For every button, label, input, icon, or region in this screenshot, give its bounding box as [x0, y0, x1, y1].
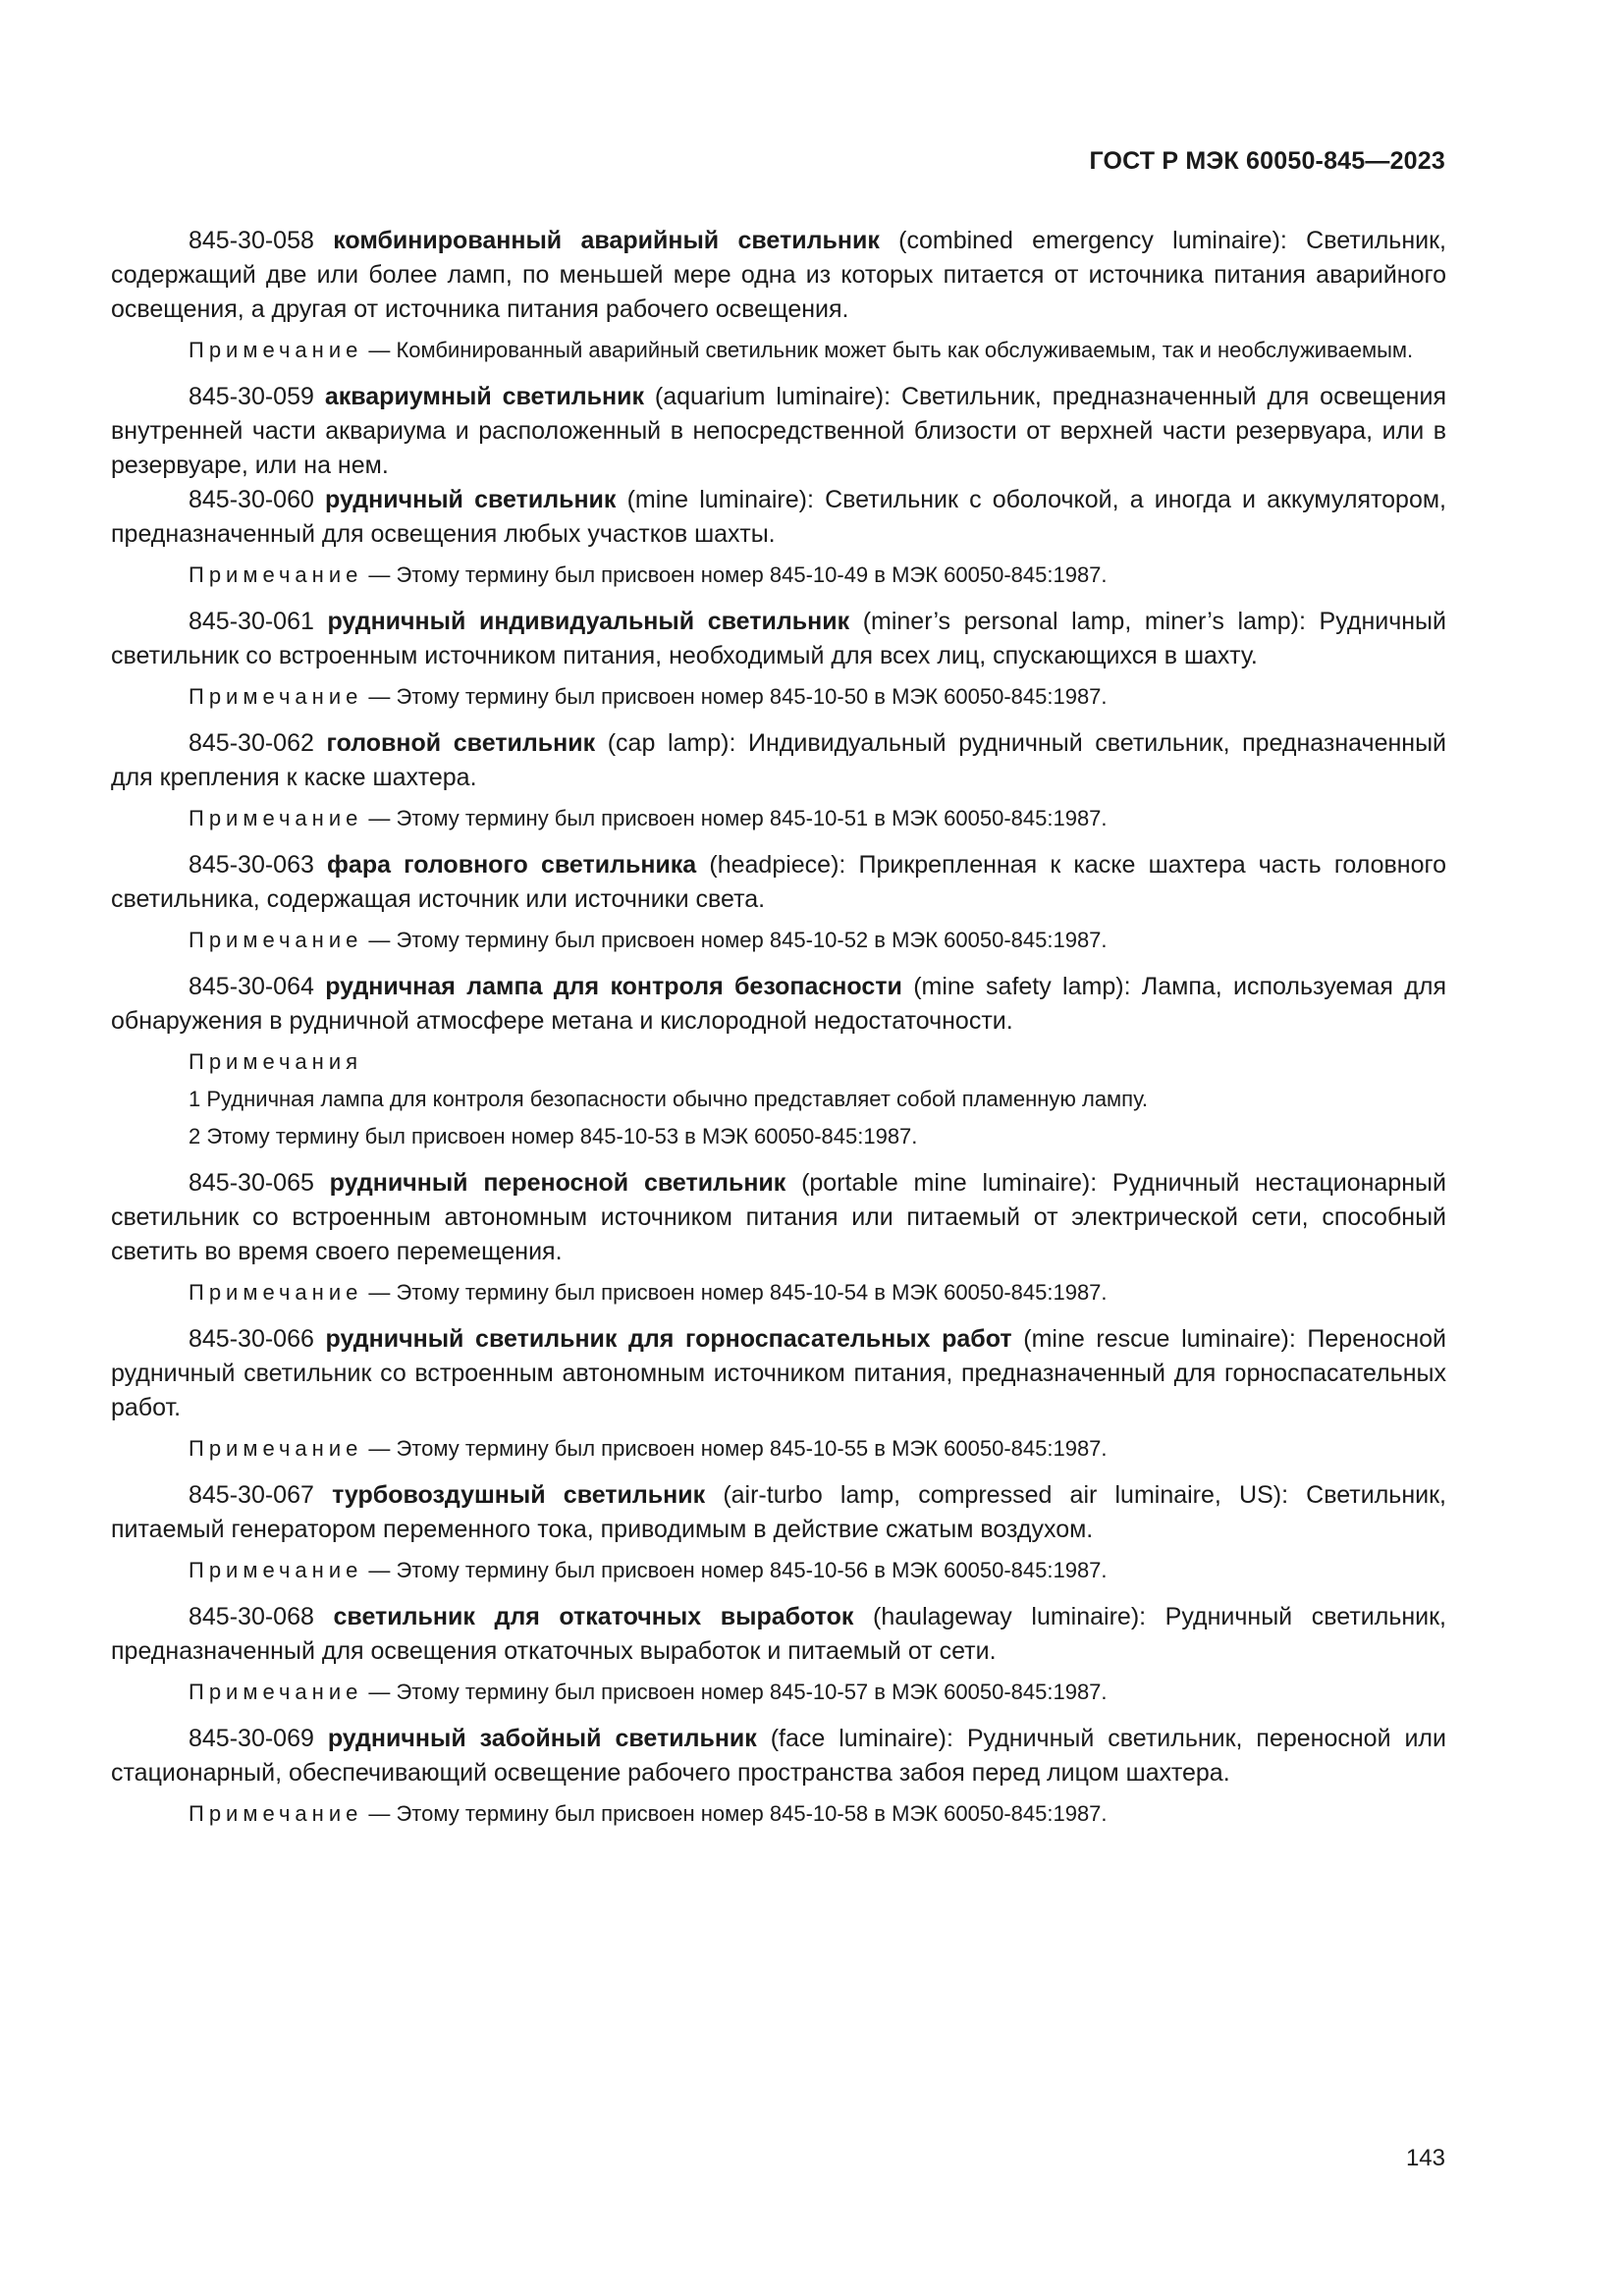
term-definition: (combined emergency luminaire): Светильник, содержащий две или более ламп, по меньшей мере одна из которых питается от источника питания аварийного освещения, а другая от источника питания рабочего освещения. — [111, 227, 1446, 323]
term-code: 845-30-063 — [189, 851, 314, 879]
term-note — [111, 1556, 1446, 1585]
term-note — [111, 1278, 1446, 1308]
term-entry — [111, 1166, 1446, 1269]
term-note — [111, 682, 1446, 712]
note-dash: — — [368, 1280, 391, 1305]
term-definition: (cap lamp): Индивидуальный рудничный светильник, предназначенный для крепления к каске шахтера. — [111, 729, 1447, 791]
note-dash: — — [368, 1558, 391, 1582]
note-dash: — — [368, 806, 391, 830]
notes-label: Примечания — [189, 1049, 363, 1074]
term-code: 845-30-059 — [189, 383, 314, 410]
note-label: Примечание — [189, 1436, 363, 1461]
term-entry — [111, 1600, 1446, 1669]
term-definition: (miner’s personal lamp, miner’s lamp): Рудничный светильник со встроенным источником питания, необходимый для всех лиц, спускающихся в шахту. — [111, 608, 1446, 669]
term-name: фара головного светильника — [327, 851, 697, 879]
term-name: головной светильник — [326, 729, 596, 757]
term-note — [111, 804, 1446, 833]
term-code: 845-30-058 — [189, 227, 314, 254]
term-name: рудничный индивидуальный светильник — [327, 608, 850, 635]
note-text: Этому термину был присвоен номер 845-10-57 в МЭК 60050-845:1987. — [396, 1680, 1108, 1704]
page-number: 143 — [1405, 2145, 1445, 2171]
note-label: Примечание — [189, 338, 363, 362]
note-label: Примечание — [189, 1558, 363, 1582]
note-label: Примечание — [189, 928, 363, 952]
note-item: 1 Рудничная лампа для контроля безопасности обычно представляет собой пламенную лампу. — [189, 1087, 1149, 1111]
note-item: 2 Этому термину был присвоен номер 845-10-53 в МЭК 60050-845:1987. — [189, 1124, 918, 1148]
term-code: 845-30-061 — [189, 608, 314, 635]
term-note — [111, 561, 1446, 590]
note-text: Этому термину был присвоен номер 845-10-49 в МЭК 60050-845:1987. — [396, 562, 1108, 587]
term-name: рудничный переносной светильник — [329, 1169, 786, 1197]
term-entry — [111, 1322, 1446, 1425]
term-note — [111, 336, 1446, 365]
note-text: Этому термину был присвоен номер 845-10-50 в МЭК 60050-845:1987. — [396, 684, 1108, 709]
term-definition: (portable mine luminaire): Рудничный нестационарный светильник со встроенным автономным источником питания или питаемый от электрической сети, способный светить во время своего перемещения. — [111, 1169, 1446, 1265]
term-note — [111, 1799, 1446, 1829]
note-dash: — — [368, 1801, 391, 1826]
term-name: светильник для откаточных выработок — [333, 1603, 854, 1630]
note-text: Этому термину был присвоен номер 845-10-58 в МЭК 60050-845:1987. — [396, 1801, 1108, 1826]
term-entry — [111, 970, 1446, 1039]
term-name: комбинированный аварийный светильник — [333, 227, 880, 254]
term-entry — [111, 848, 1446, 917]
term-code: 845-30-065 — [189, 1169, 314, 1197]
term-code: 845-30-066 — [189, 1325, 314, 1353]
term-entry — [111, 224, 1446, 327]
note-label: Примечание — [189, 562, 363, 587]
note-dash: — — [368, 928, 391, 952]
term-code: 845-30-069 — [189, 1725, 314, 1752]
term-name: рудничный светильник — [325, 486, 617, 513]
note-label: Примечание — [189, 1680, 363, 1704]
term-entry — [111, 483, 1446, 552]
term-definition: (mine safety lamp): Лампа, используемая для обнаружения в рудничной атмосфере метана и кислородной недостаточности. — [111, 973, 1446, 1035]
standard-header: ГОСТ Р МЭК 60050-845—2023 — [1089, 147, 1445, 175]
term-notes — [111, 1047, 1446, 1151]
term-name: рудничный забойный светильник — [327, 1725, 757, 1752]
term-code: 845-30-062 — [189, 729, 314, 757]
term-entry — [111, 380, 1446, 483]
note-dash: — — [368, 562, 391, 587]
term-definition: (mine rescue luminaire): Переносной рудничный светильник со встроенным автономным источником питания, предназначенный для горноспасательных работ. — [111, 1325, 1446, 1421]
term-entry — [111, 726, 1446, 795]
term-entry — [111, 1478, 1446, 1547]
note-text: Этому термину был присвоен номер 845-10-56 в МЭК 60050-845:1987. — [396, 1558, 1108, 1582]
note-text: Этому термину был присвоен номер 845-10-55 в МЭК 60050-845:1987. — [396, 1436, 1108, 1461]
terms-list — [111, 224, 1446, 1843]
note-label: Примечание — [189, 684, 363, 709]
term-name: рудничная лампа для контроля безопасности — [325, 973, 902, 1000]
term-code: 845-30-067 — [189, 1481, 314, 1509]
note-dash: — — [368, 1436, 391, 1461]
term-code: 845-30-060 — [189, 486, 314, 513]
note-dash: — — [368, 338, 391, 362]
note-label: Примечание — [189, 806, 363, 830]
note-label: Примечание — [189, 1801, 363, 1826]
term-definition: (mine luminaire): Светильник с оболочкой, а иногда и аккумулятором, предназначенный для освещения любых участков шахты. — [111, 486, 1446, 548]
term-definition: (aquarium luminaire): Светильник, предназначенный для освещения внутренней части аквариума и расположенный в непосредственной близости от верхней части резервуара, или в резервуаре, или на нем. — [111, 383, 1446, 479]
term-note — [111, 1434, 1446, 1464]
note-text: Этому термину был присвоен номер 845-10-52 в МЭК 60050-845:1987. — [396, 928, 1108, 952]
note-label: Примечание — [189, 1280, 363, 1305]
note-dash: — — [368, 684, 391, 709]
term-name: турбовоздушный светильник — [332, 1481, 706, 1509]
term-definition: (face luminaire): Рудничный светильник, переносной или стационарный, обеспечивающий освещение рабочего пространства забоя перед лицом шахтера. — [111, 1725, 1446, 1787]
term-code: 845-30-064 — [189, 973, 314, 1000]
term-definition: (haulageway luminaire): Рудничный светильник, предназначенный для освещения откаточных выработок и питаемый от сети. — [111, 1603, 1447, 1665]
term-note — [111, 1678, 1446, 1707]
term-name: рудничный светильник для горноспасательных работ — [325, 1325, 1012, 1353]
term-entry — [111, 1722, 1446, 1790]
note-text: Этому термину был присвоен номер 845-10-51 в МЭК 60050-845:1987. — [396, 806, 1108, 830]
term-definition: (air-turbo lamp, compressed air luminaire, US): Светильник, питаемый генератором переменного тока, приводимым в действие сжатым воздухом. — [111, 1481, 1446, 1543]
term-name: аквариумный светильник — [324, 383, 644, 410]
note-text: Комбинированный аварийный светильник может быть как обслуживаемым, так и необслуживаемым. — [396, 338, 1414, 362]
note-dash: — — [368, 1680, 391, 1704]
term-entry — [111, 605, 1446, 673]
term-definition: (headpiece): Прикрепленная к каске шахтера часть головного светильника, содержащая источник или источники света. — [111, 851, 1446, 913]
term-note — [111, 926, 1446, 955]
note-text: Этому термину был присвоен номер 845-10-54 в МЭК 60050-845:1987. — [396, 1280, 1108, 1305]
term-code: 845-30-068 — [189, 1603, 314, 1630]
